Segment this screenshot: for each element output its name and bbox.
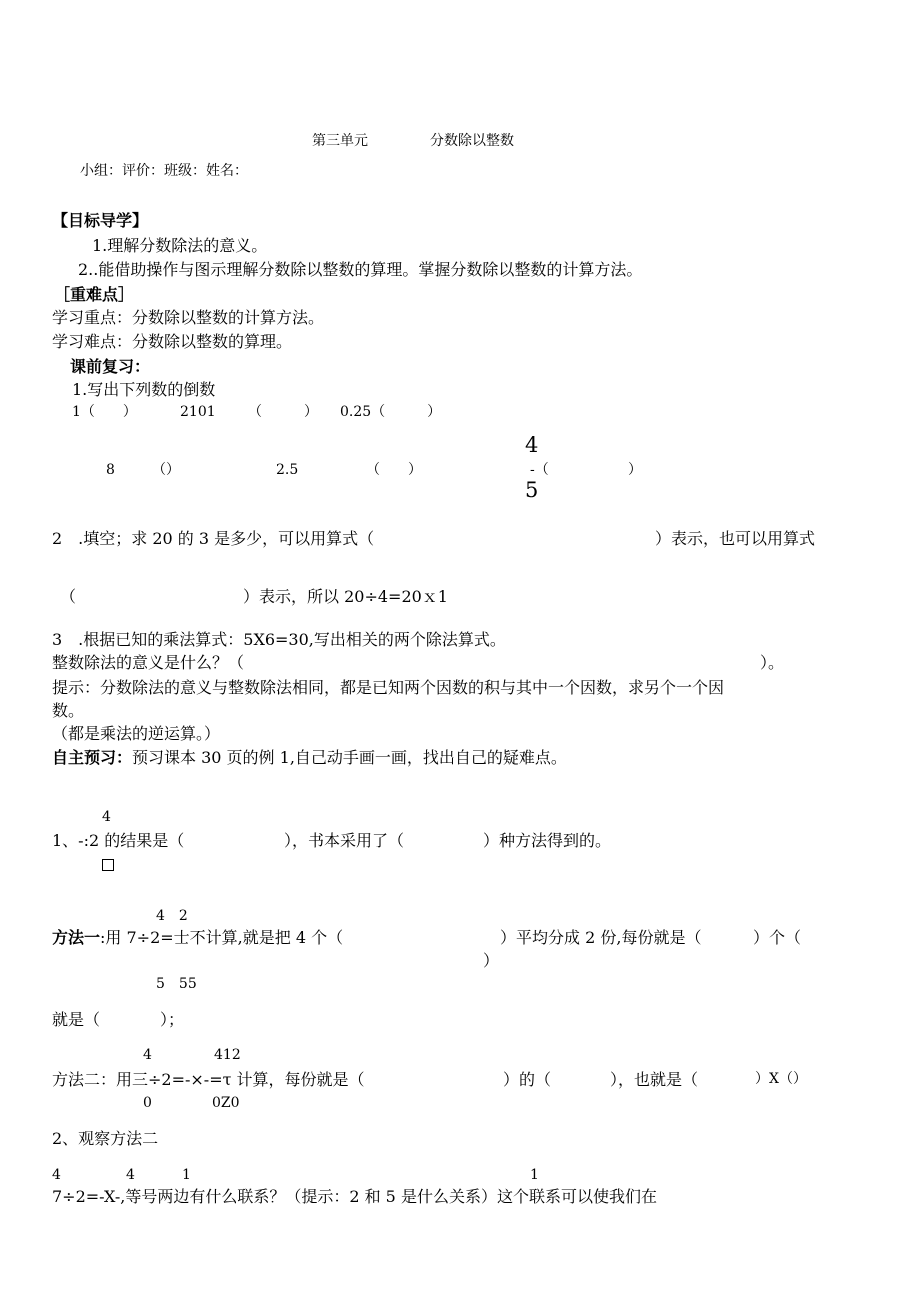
q2-fraction-top-b: 4 — [126, 1167, 135, 1183]
method1-label: 方法一 — [52, 928, 101, 947]
q1-fraction-top: 4 — [102, 809, 111, 825]
method1-fraction-top: 4 2 — [156, 908, 188, 924]
method2-fraction-bottom-a: 0 — [143, 1095, 152, 1111]
key-points-heading: ［重难点］ — [54, 285, 135, 304]
review-heading: 课前复习： — [70, 357, 151, 376]
fraction-denominator: 5 — [525, 478, 539, 502]
method2-text-b: ）的（ — [503, 1070, 552, 1089]
info-line: 小组：评价：班级：姓名： — [80, 163, 248, 179]
reciprocal-25-blank: （ ） — [366, 462, 422, 478]
reciprocal-2101: 2101 — [180, 404, 216, 420]
goal-item-1: 1.理解分数除法的意义。 — [92, 236, 268, 255]
square-box-icon — [102, 859, 114, 871]
method1-line2-a: 就是（ — [52, 1010, 101, 1029]
fraction-numerator: 4 — [525, 433, 539, 457]
method1-text-a: :用 7÷2=士不计算,就是把 4 个（ — [100, 928, 344, 947]
method2-text-a: 方法二：用三÷2=-×-=τ 计算，每份就是（ — [52, 1070, 365, 1089]
method1-line2-b: ）； — [160, 1010, 185, 1029]
review-q3: 3 .根据已知的乘法算式：5X6=30,写出相关的两个除法算式。 — [52, 630, 506, 649]
review-q2-line1-b: ）表示，也可以用算式 — [655, 529, 816, 548]
method1-fraction-bottom: 5 55 — [156, 976, 197, 992]
reciprocal-2101-blank: （ ） — [248, 404, 318, 420]
method2-fraction-bottom-b: 0Z0 — [212, 1095, 240, 1111]
self-study-text: 预习课本 30 页的例 1,自己动手画一画，找出自己的疑难点。 — [132, 748, 567, 767]
reciprocal-1: 1（ ） — [72, 404, 137, 420]
method1-text-d: ） — [483, 951, 500, 970]
key-point-focus: 学习重点：分数除以整数的计算方法。 — [52, 308, 325, 327]
meaning-question-b: ）。 — [760, 653, 785, 672]
self-study-label: 自主预习： — [52, 748, 133, 767]
goals-heading: 【目标导学】 — [52, 211, 149, 230]
q1-text-b: ），书本采用了（ — [284, 831, 405, 850]
method1-line — [52, 928, 343, 947]
reciprocal-8: 8 — [106, 462, 115, 478]
hint-line-2: 数。 — [52, 701, 85, 720]
method1-text-b: ）平均分成 2 份,每份就是（ — [500, 928, 702, 947]
unit-title: 第三单元 — [312, 133, 368, 149]
review-q2-line2-b: ）表示，所以 20÷4=20ｘ1 — [243, 587, 448, 606]
q1-text-c: ）种方法得到的。 — [483, 831, 612, 850]
method1-text-c: ）个（ — [753, 928, 802, 947]
q1-text-a: 1、-:2 的结果是（ — [52, 831, 185, 850]
q2-line: 7÷2=-X-,等号两边有什么联系？（提示：2 和 5 是什么关系）这个联系可以使我们在 — [52, 1187, 657, 1206]
topic-title: 分数除以整数 — [430, 133, 514, 149]
q2-observe: 2、观察方法二 — [52, 1129, 159, 1148]
fraction-blank-close: ） — [628, 462, 642, 478]
reciprocal-8-blank: （） — [152, 462, 180, 478]
method2-fraction-top-b: 412 — [214, 1047, 241, 1063]
method2-fraction-top-a: 4 — [143, 1047, 152, 1063]
goal-item-2: 2..能借助操作与图示理解分数除以整数的算理。掌握分数除以整数的计算方法。 — [78, 260, 643, 279]
key-point-difficulty: 学习难点：分数除以整数的算理。 — [52, 332, 293, 351]
self-study-line — [52, 748, 567, 767]
review-q2-line1-a: 2 .填空；求 20 的 3 是多少，可以用算式（ — [52, 529, 375, 548]
q2-fraction-top-a: 4 — [52, 1167, 61, 1183]
review-q1-title: 1.写出下列数的倒数 — [72, 380, 216, 399]
reciprocal-25: 2.5 — [276, 462, 299, 478]
method2-text-c: ），也就是（ — [610, 1070, 699, 1089]
hint-line-3: （都是乘法的逆运算。） — [52, 724, 221, 743]
method2-text-d: ）X（） — [755, 1071, 807, 1087]
q2-fraction-top-d: 1 — [530, 1167, 539, 1183]
hint-line-1: 提示：分数除法的意义与整数除法相同，都是已知两个因数的积与其中一个因数，求另个一个因 — [52, 678, 725, 697]
meaning-question-a: 整数除法的意义是什么？（ — [52, 653, 245, 672]
fraction-bar: -（ — [530, 462, 549, 478]
review-q2-line2-a: （ — [60, 587, 77, 606]
reciprocal-025: 0.25（ ） — [340, 404, 442, 420]
q2-fraction-top-c: 1 — [182, 1167, 191, 1183]
